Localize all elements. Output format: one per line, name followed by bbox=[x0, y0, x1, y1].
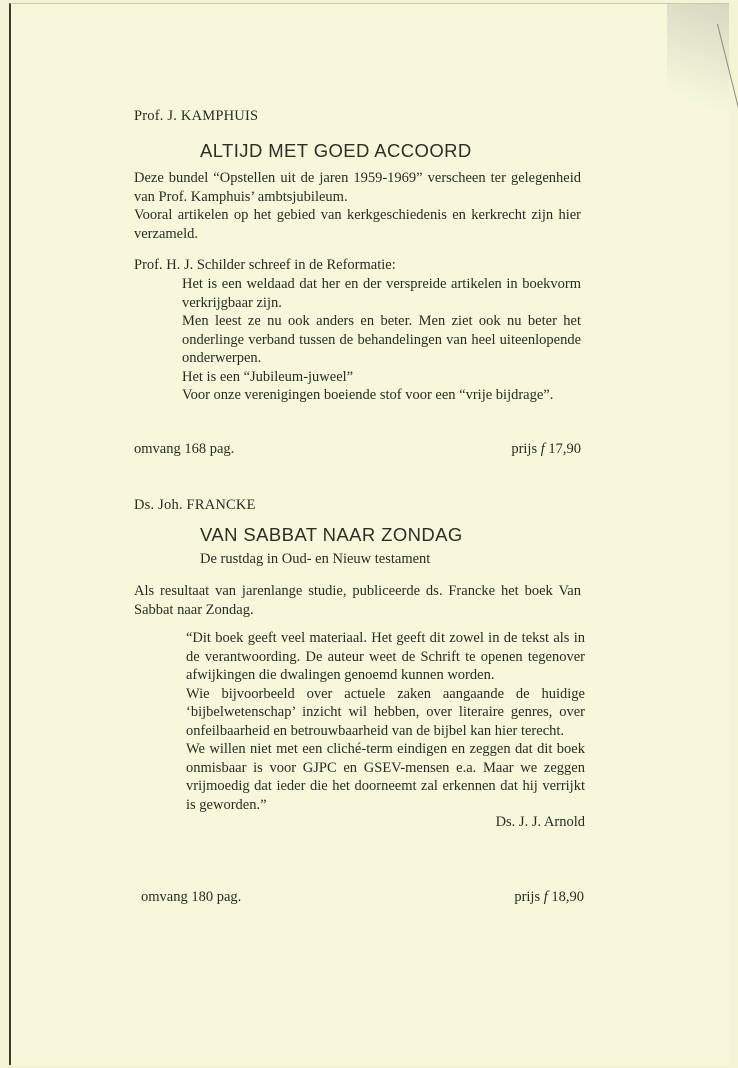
book1-intro-line-2: Vooral artikelen op het gebied van kerkgeschiedenis en kerkrecht zijn hier verzameld. bbox=[134, 207, 581, 242]
book1-quote bbox=[182, 275, 581, 405]
book1-quote-p1: Het is een weldaad dat her en der verspreide artikelen in boekvorm verkrijgbaar zijn. bbox=[182, 276, 581, 311]
book2-title: VAN SABBAT NAAR ZONDAG bbox=[200, 524, 463, 545]
book1-footer bbox=[134, 441, 581, 458]
book1-intro-line-1: Deze bundel “Opstellen uit de jaren 1959-1969” verscheen ter gelegenheid van Prof. Kamphuis’ ambtsjubileum. bbox=[134, 170, 581, 205]
book1-quote-p2: Men leest ze nu ook anders en beter. Men ziet ook nu beter het onderlinge verband tussen de behandelingen van heel uiteenlopende onderwerpen. bbox=[182, 313, 581, 366]
book1-quote-intro: Prof. H. J. Schilder schreef in de Reformatie: bbox=[134, 257, 396, 273]
book2-quote bbox=[186, 629, 585, 831]
book2-subtitle: De rustdag in Oud- en Nieuw testament bbox=[200, 551, 431, 567]
book2-intro: Als resultaat van jarenlange studie, publiceerde ds. Francke het boek Van Sabbat naar Zondag. bbox=[134, 583, 581, 618]
book2-quote-author: Ds. J. J. Arnold bbox=[495, 814, 585, 830]
book1-quote-p3: Het is een “Jubileum-juweel” bbox=[182, 368, 354, 385]
book2-footer bbox=[141, 889, 584, 906]
book2-quote-p1: “Dit boek geeft veel materiaal. Het geeft dit zowel in de tekst als in de verantwoording. De auteur weet de Schrift te openen tegenover afwijkingen die dwalingen genoemd kunnen worden. bbox=[186, 630, 585, 683]
page-curl-shadow bbox=[667, 4, 729, 144]
book2-quote-p2: Wie bijvoorbeeld over actuele zaken aangaande de huidige ‘bijbelwetenschap’ inzicht wil hebben, over literaire genres, over onfeilbaarheid en betrouwbaarheid van de bijbel kan hier terecht. bbox=[186, 685, 585, 739]
book1-price: prijs f 17,90 bbox=[511, 441, 581, 457]
book2-quote-p3: We willen niet met een cliché-term eindigen en zeggen dat dit boek onmisbaar is voor GJPC en GSEV-mensen e.a. Maar we zeggen vrijmoedig dat ieder die het doorneemt zal erkennen dat hij verrijkt is geworden.” bbox=[186, 741, 585, 813]
book1-quote-p4: Voor onze verenigingen boeiende stof voor een “vrije bijdrage”. bbox=[182, 387, 554, 403]
book1-author: Prof. J. KAMPHUIS bbox=[134, 108, 259, 124]
book1-intro bbox=[134, 169, 581, 243]
book1-title: ALTIJD MET GOED ACCOORD bbox=[200, 140, 472, 161]
book2-size: omvang 180 pag. bbox=[141, 889, 242, 905]
book2-author: Ds. Joh. FRANCKE bbox=[134, 497, 256, 513]
book1-size: omvang 168 pag. bbox=[134, 441, 235, 457]
book2-price: prijs f 18,90 bbox=[514, 889, 584, 905]
